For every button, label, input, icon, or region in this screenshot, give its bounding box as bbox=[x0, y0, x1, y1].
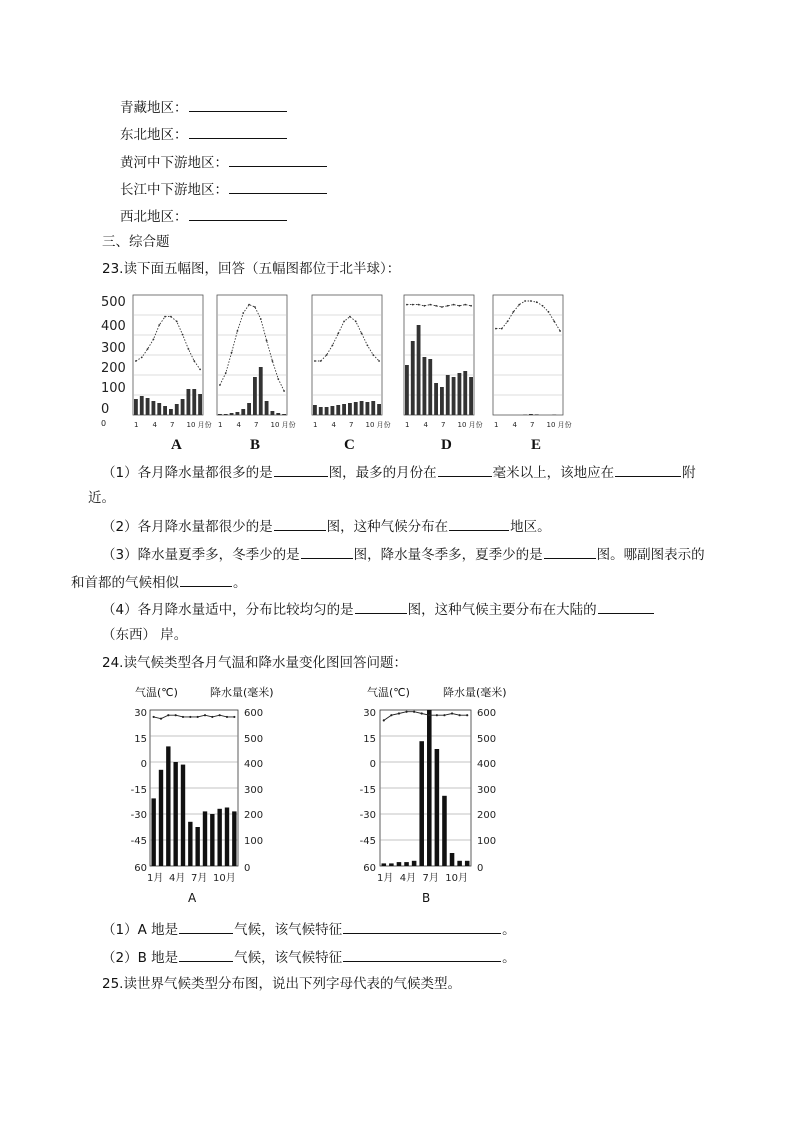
precip-bar bbox=[225, 808, 229, 867]
precip-bar bbox=[152, 401, 156, 415]
y-tick-label: -15 bbox=[130, 785, 147, 796]
precip-bar bbox=[247, 403, 251, 415]
temperature-point bbox=[272, 360, 274, 362]
section-title: 三、综合题 bbox=[102, 234, 170, 250]
y-tick-label: 60 bbox=[363, 863, 376, 874]
temperature-point bbox=[418, 304, 420, 306]
question-23-1-cont: 近。 bbox=[88, 490, 115, 506]
x-tick-label: 10 月份 bbox=[270, 421, 296, 429]
temperature-point bbox=[451, 712, 453, 714]
temperature-point bbox=[237, 330, 239, 332]
y-tick-label: 0 bbox=[244, 863, 251, 874]
question-24-prompt: 24.读气候类型各月气温和降水量变化图回答问题： bbox=[102, 655, 407, 671]
temperature-point bbox=[559, 330, 561, 332]
temperature-point bbox=[153, 339, 155, 341]
question-text: （3）降水量夏季多，冬季少的是 bbox=[102, 547, 300, 563]
temperature-point bbox=[320, 360, 322, 362]
question-text: 。 bbox=[502, 950, 516, 966]
y-tick-label: 200 bbox=[101, 361, 126, 376]
precip-bar bbox=[236, 412, 240, 415]
precip-bar bbox=[348, 403, 352, 415]
precip-bar bbox=[313, 405, 317, 415]
precip-bar bbox=[151, 798, 155, 866]
x-tick-label: 7月 bbox=[422, 873, 439, 884]
y-tick-label: 400 bbox=[244, 759, 264, 770]
temperature-point bbox=[495, 328, 497, 330]
x-tick-label: 1 bbox=[134, 421, 139, 429]
precip-bar bbox=[169, 409, 173, 415]
precip-bar bbox=[442, 796, 447, 866]
precip-bar bbox=[217, 809, 221, 866]
precip-bar bbox=[435, 749, 440, 866]
temperature-point bbox=[211, 716, 213, 718]
precip-bar bbox=[187, 389, 191, 415]
temperature-point bbox=[390, 714, 392, 716]
y-tick-label: 400 bbox=[477, 759, 497, 770]
question-text: 。 bbox=[502, 922, 516, 938]
precip-bar bbox=[457, 861, 462, 866]
temperature-point bbox=[337, 333, 339, 335]
y-tick-label: 500 bbox=[244, 734, 264, 745]
temperature-point bbox=[398, 712, 400, 714]
temperature-point bbox=[383, 719, 385, 721]
precip-bar bbox=[259, 367, 263, 415]
temperature-point bbox=[428, 714, 430, 716]
precip-bar bbox=[450, 853, 455, 866]
y-tick-label: 500 bbox=[101, 295, 126, 310]
precip-bar bbox=[166, 746, 170, 866]
precip-bar bbox=[203, 811, 207, 866]
question-text: 毫米以上，该地应在 bbox=[492, 465, 615, 481]
temperature-point bbox=[176, 321, 178, 323]
temperature-point bbox=[524, 300, 526, 302]
temperature-point bbox=[424, 305, 426, 307]
precip-bar bbox=[405, 365, 409, 415]
precip-bar bbox=[331, 406, 335, 415]
precip-bar bbox=[529, 414, 533, 415]
region-label: 东北地区： bbox=[120, 127, 188, 143]
y-tick-label: 200 bbox=[244, 810, 264, 821]
temperature-point bbox=[470, 305, 472, 307]
precip-bar bbox=[428, 359, 432, 415]
precip-bar bbox=[134, 399, 138, 415]
y-tick-label: 30 bbox=[363, 708, 376, 719]
temperature-point bbox=[153, 716, 155, 718]
chart-b-caption: B bbox=[422, 891, 431, 905]
precip-bar bbox=[434, 383, 438, 415]
x-tick-label: 10 月份 bbox=[186, 421, 212, 429]
temperature-point bbox=[435, 305, 437, 307]
precip-bar bbox=[241, 409, 245, 415]
temperature-point bbox=[260, 318, 262, 320]
precip-bar bbox=[198, 394, 202, 415]
temperature-point bbox=[501, 328, 503, 330]
precip-bar bbox=[423, 357, 427, 415]
temperature-point bbox=[507, 321, 509, 323]
x-tick-label: 10月 bbox=[445, 873, 468, 884]
temperature-point bbox=[372, 354, 374, 356]
temperature-line bbox=[496, 301, 560, 331]
temperature-point bbox=[182, 716, 184, 718]
chart-label-c: C bbox=[344, 437, 355, 453]
temperature-line bbox=[407, 305, 471, 307]
precip-bar bbox=[465, 861, 470, 866]
y-tick-label: 400 bbox=[101, 319, 126, 334]
chart-label-a: A bbox=[171, 437, 182, 453]
y-tick-label: 100 bbox=[477, 836, 497, 847]
temperature-point bbox=[378, 360, 380, 362]
x-tick-label: 10 月份 bbox=[457, 421, 483, 429]
precip-bar bbox=[427, 710, 432, 866]
y-tick-label: 15 bbox=[363, 734, 376, 745]
precip-bar bbox=[163, 406, 167, 415]
y-tick-label: 600 bbox=[244, 708, 264, 719]
question-text: 。 bbox=[233, 575, 247, 591]
question-text: （1）各月降水量都很多的是 bbox=[102, 465, 273, 481]
y-tick-label: 300 bbox=[477, 785, 497, 796]
y-tick-label: 200 bbox=[477, 810, 497, 821]
temperature-point bbox=[164, 316, 166, 318]
precip-bar bbox=[366, 402, 370, 415]
precip-bar bbox=[140, 396, 144, 415]
temperature-point bbox=[204, 714, 206, 716]
x-tick-label: 7 bbox=[170, 421, 175, 429]
question-text: （4）各月降水量适中，分布比较均匀的是 bbox=[102, 602, 354, 618]
question-text: 气候，该气候特征 bbox=[234, 950, 343, 966]
region-label: 长江中下游地区： bbox=[120, 182, 228, 198]
x-tick-label: 4月 bbox=[169, 873, 186, 884]
temperature-point bbox=[167, 714, 169, 716]
x-tick-label: 4 bbox=[152, 421, 157, 429]
precip-bar bbox=[265, 401, 269, 415]
temperature-point bbox=[231, 352, 233, 354]
chart-b-precip-label: 降水量(毫米) bbox=[443, 686, 507, 699]
temperature-point bbox=[266, 340, 268, 342]
question-text: 图，这种气候主要分布在大陆的 bbox=[407, 602, 597, 618]
y-tick-label: 0 bbox=[369, 759, 376, 770]
question-text: （2）各月降水量都很少的是 bbox=[102, 519, 273, 535]
temperature-point bbox=[314, 360, 316, 362]
x-tick-label: 1 bbox=[218, 421, 223, 429]
precip-bar bbox=[224, 414, 228, 415]
x-tick-label: 1 bbox=[313, 421, 318, 429]
precip-bar bbox=[195, 827, 199, 866]
x-tick-label: 4 bbox=[236, 421, 241, 429]
x-tick-label: 7 bbox=[349, 421, 354, 429]
precip-bar bbox=[181, 765, 185, 866]
precip-bar bbox=[319, 407, 323, 415]
temperature-point bbox=[459, 305, 461, 307]
temperature-point bbox=[536, 301, 538, 303]
y-tick-label: 300 bbox=[101, 341, 126, 356]
x-tick-label: 1月 bbox=[377, 873, 394, 884]
temperature-point bbox=[326, 354, 328, 356]
precip-bar bbox=[336, 405, 340, 415]
y-tick-label: 100 bbox=[101, 381, 126, 396]
temperature-point bbox=[219, 384, 221, 386]
temperature-point bbox=[277, 378, 279, 380]
precip-bar bbox=[377, 404, 381, 415]
temperature-point bbox=[553, 321, 555, 323]
y-tick-label: -45 bbox=[130, 836, 147, 847]
temperature-point bbox=[436, 714, 438, 716]
precip-bar bbox=[458, 373, 462, 415]
chart-a-precip-label: 降水量(毫米) bbox=[210, 686, 274, 699]
precip-bar bbox=[389, 863, 394, 866]
question-text: 图，降水量冬季多，夏季少的是 bbox=[353, 547, 543, 563]
temperature-point bbox=[182, 334, 184, 336]
x-tick-label: 10 月份 bbox=[546, 421, 572, 429]
x-tick-label: 10月 bbox=[213, 873, 236, 884]
x-tick-label: 10 月份 bbox=[365, 421, 391, 429]
precip-bar bbox=[253, 377, 257, 415]
temperature-point bbox=[367, 345, 369, 347]
x-tick-label: 7月 bbox=[191, 873, 208, 884]
temperature-point bbox=[443, 714, 445, 716]
precip-bar bbox=[382, 863, 387, 866]
temperature-line bbox=[384, 712, 467, 721]
temperature-point bbox=[548, 311, 550, 313]
chart-label-b: B bbox=[250, 437, 261, 453]
precip-bar bbox=[282, 414, 286, 415]
temperature-point bbox=[193, 360, 195, 362]
temperature-point bbox=[421, 712, 423, 714]
region-label: 黄河中下游地区： bbox=[120, 155, 228, 171]
precip-bar bbox=[230, 413, 234, 415]
x-tick-label: 7 bbox=[441, 421, 446, 429]
temperature-line bbox=[136, 317, 200, 370]
temperature-point bbox=[141, 357, 143, 359]
temperature-point bbox=[175, 714, 177, 716]
precip-bar bbox=[440, 387, 444, 415]
precip-bar bbox=[192, 389, 196, 415]
temperature-point bbox=[189, 716, 191, 718]
temperature-point bbox=[459, 714, 461, 716]
temperature-point bbox=[453, 304, 455, 306]
y-tick-label: -30 bbox=[130, 810, 147, 821]
y-tick-label: -30 bbox=[359, 810, 376, 821]
y-tick-label: 300 bbox=[244, 785, 264, 796]
temperature-point bbox=[248, 304, 250, 306]
temperature-point bbox=[466, 714, 468, 716]
precip-bar bbox=[159, 770, 163, 866]
x-tick-label: 4 bbox=[423, 421, 428, 429]
temperature-point bbox=[158, 324, 160, 326]
temperature-point bbox=[233, 716, 235, 718]
temperature-point bbox=[429, 304, 431, 306]
x-tick-label: 4 bbox=[331, 421, 336, 429]
temperature-point bbox=[513, 311, 515, 313]
x-tick-label: 4月 bbox=[399, 873, 417, 884]
precip-bar bbox=[146, 398, 150, 415]
y-tick-label: 0 bbox=[140, 759, 147, 770]
precip-bar bbox=[188, 822, 192, 866]
x-tick-label: 1 bbox=[494, 421, 499, 429]
precip-bar bbox=[175, 404, 179, 415]
temperature-point bbox=[413, 711, 415, 713]
precip-bar bbox=[371, 401, 375, 415]
temperature-point bbox=[343, 321, 345, 323]
precip-bar bbox=[397, 862, 402, 866]
temperature-point bbox=[447, 305, 449, 307]
precip-bar bbox=[232, 811, 236, 866]
chart-label-d: D bbox=[441, 437, 452, 453]
question-text: 图。哪副图表示的 bbox=[596, 547, 705, 563]
question-text: 图，最多的月份在 bbox=[328, 465, 437, 481]
precip-bar bbox=[452, 377, 456, 415]
temperature-point bbox=[135, 360, 137, 362]
temperature-point bbox=[464, 304, 466, 306]
chart-a-caption: A bbox=[188, 891, 197, 905]
temperature-point bbox=[441, 306, 443, 308]
precip-bar bbox=[342, 404, 346, 415]
precip-bar bbox=[173, 762, 177, 866]
temperature-point bbox=[219, 714, 221, 716]
y-tick-label: 100 bbox=[244, 836, 264, 847]
temperature-point bbox=[355, 321, 357, 323]
precip-bar bbox=[419, 741, 424, 866]
temperature-point bbox=[412, 304, 414, 306]
question-text: 图，这种气候分布在 bbox=[326, 519, 449, 535]
chart-b-temp-label: 气温(℃) bbox=[367, 686, 410, 699]
y-tick-label: 0 bbox=[101, 402, 110, 417]
temperature-point bbox=[170, 316, 172, 318]
region-label: 青藏地区： bbox=[120, 100, 188, 116]
temperature-point bbox=[405, 711, 407, 713]
x-tick-label: 7 bbox=[254, 421, 259, 429]
precip-bar bbox=[412, 861, 417, 866]
question-25-prompt: 25.读世界气候类型分布图，说出下列字母代表的气候类型。 bbox=[102, 976, 461, 992]
precip-bar bbox=[446, 375, 450, 415]
region-label: 西北地区： bbox=[120, 209, 188, 225]
precip-bar bbox=[417, 325, 421, 415]
temperature-line bbox=[220, 305, 284, 391]
question-text: （1）A 地是 bbox=[102, 922, 179, 938]
temperature-point bbox=[406, 304, 408, 306]
precip-bar bbox=[181, 399, 185, 415]
precip-bar bbox=[210, 814, 214, 866]
precip-bar bbox=[360, 401, 364, 415]
precip-bar bbox=[157, 403, 161, 415]
y-tick-label: 600 bbox=[477, 708, 497, 719]
chart-a-temp-label: 气温(℃) bbox=[135, 686, 178, 699]
question-text: 地区。 bbox=[510, 519, 551, 535]
y-tick-label: 0 bbox=[477, 863, 484, 874]
temperature-point bbox=[242, 312, 244, 314]
temperature-line bbox=[154, 715, 235, 719]
y-tick-label: 15 bbox=[134, 734, 147, 745]
question-text: 附 bbox=[682, 465, 696, 481]
precip-bar bbox=[271, 411, 275, 415]
question-23-4-cont: （东西） 岸。 bbox=[102, 627, 188, 643]
precip-bar bbox=[411, 341, 415, 415]
precip-bar bbox=[325, 407, 329, 415]
temperature-point bbox=[188, 348, 190, 350]
precip-bar bbox=[535, 414, 539, 415]
temperature-point bbox=[226, 716, 228, 718]
chart-label-e: E bbox=[531, 437, 542, 453]
temperature-point bbox=[254, 306, 256, 308]
x-tick-label: 7 bbox=[530, 421, 535, 429]
x-tick-label: 4 bbox=[512, 421, 517, 429]
y-tick-label: 0 bbox=[101, 419, 107, 428]
temperature-line bbox=[315, 317, 379, 361]
precip-bar bbox=[469, 377, 473, 415]
question-text: 和首都的气候相似 bbox=[71, 575, 179, 591]
y-tick-label: -15 bbox=[359, 785, 376, 796]
temperature-point bbox=[199, 369, 201, 371]
temperature-point bbox=[197, 716, 199, 718]
question-text: （2）B 地是 bbox=[102, 950, 179, 966]
temperature-point bbox=[542, 305, 544, 307]
question-text: 气候，该气候特征 bbox=[234, 922, 343, 938]
temperature-point bbox=[332, 345, 334, 347]
temperature-point bbox=[518, 304, 520, 306]
precip-bar bbox=[354, 402, 358, 415]
temperature-point bbox=[349, 316, 351, 318]
question-23-prompt: 23.读下面五幅图，回答（五幅图都位于北半球）： bbox=[102, 261, 401, 277]
temperature-point bbox=[147, 348, 149, 350]
y-tick-label: 500 bbox=[477, 734, 497, 745]
y-tick-label: -45 bbox=[359, 836, 376, 847]
y-tick-label: 30 bbox=[134, 708, 147, 719]
precip-bar bbox=[218, 414, 222, 415]
temperature-point bbox=[361, 333, 363, 335]
temperature-point bbox=[160, 718, 162, 720]
y-tick-label: 60 bbox=[134, 863, 147, 874]
x-tick-label: 1 bbox=[405, 421, 410, 429]
precip-bar bbox=[404, 862, 409, 866]
temperature-point bbox=[225, 372, 227, 374]
x-tick-label: 1月 bbox=[147, 873, 164, 884]
precip-bar bbox=[276, 413, 280, 415]
temperature-point bbox=[283, 390, 285, 392]
temperature-point bbox=[530, 300, 532, 302]
precip-bar bbox=[463, 371, 467, 415]
